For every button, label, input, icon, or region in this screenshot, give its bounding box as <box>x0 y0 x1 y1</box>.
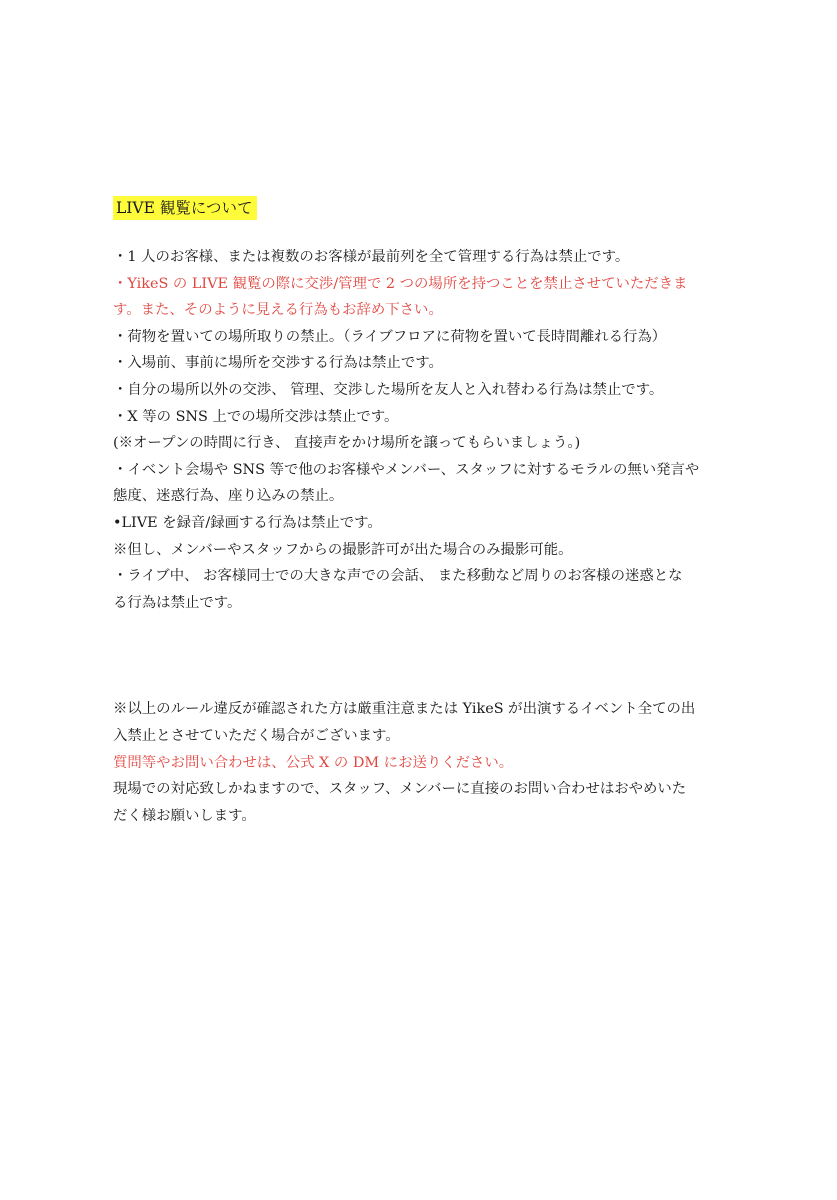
note-line: ※以上のルール違反が確認された方は厳重注意または YikeS が出演するイベント全ての出 <box>113 701 696 718</box>
notes-list <box>113 696 723 829</box>
rule-line: ・イベント会場や SNS 等で他のお客様やメンバー、スタッフに対するモラルの無い発言や <box>113 461 700 478</box>
rule-line: ・1 人のお客様、または複数のお客様が最前列を全て管理する行為は禁止です。 <box>113 249 630 265</box>
rule-line: る行為は禁止です。 <box>113 594 242 611</box>
note-line: 現場での対応致しかねますので、スタッフ、メンバーに直接のお問い合わせはおやめいた <box>113 781 687 798</box>
section-gap <box>113 616 723 696</box>
rule-line: ・YikeS の LIVE 観覧の際に交渉/管理で 2 つの場所を持つことを禁止させていただきま <box>113 275 688 292</box>
rules-list <box>113 244 723 616</box>
note-line: だく様お願いします。 <box>113 807 256 824</box>
rule-line: (※オープンの時間に行き、 直接声をかけ場所を譲ってもらいましょう。) <box>113 435 581 452</box>
rule-line: ※但し、メンバーやスタッフからの撮影許可が出た場合のみ撮影可能。 <box>113 541 573 558</box>
rule-line: •LIVE を録音/録画する行為は禁止です。 <box>113 514 382 531</box>
rule-line: す。また、そのように見える行為もお辞め下さい。 <box>113 302 443 319</box>
rule-line: ・荷物を置いての場所取りの禁止。（ライブフロアに荷物を置いて長時間離れる行為） <box>113 328 667 345</box>
rule-line: 態度、迷惑行為、座り込みの禁止。 <box>113 488 344 505</box>
rule-line: ・ライブ中、 お客様同士での大きな声での会話、 また移動など周りのお客様の迷惑とな <box>113 568 683 585</box>
note-line: 入禁止とさせていただく場合がございます。 <box>113 727 400 744</box>
document-body <box>113 244 723 829</box>
rule-line: ・X 等の SNS 上での場所交渉は禁止です。 <box>113 408 399 425</box>
note-line: 質問等やお問い合わせは、公式 X の DM にお送りください。 <box>113 754 514 771</box>
rule-line: ・入場前、事前に場所を交渉する行為は禁止です。 <box>113 355 443 372</box>
section-heading: LIVE 観覧について <box>113 196 257 220</box>
rule-line: ・自分の場所以外の交渉、 管理、交渉した場所を友人と入れ替わる行為は禁止です。 <box>113 381 664 398</box>
